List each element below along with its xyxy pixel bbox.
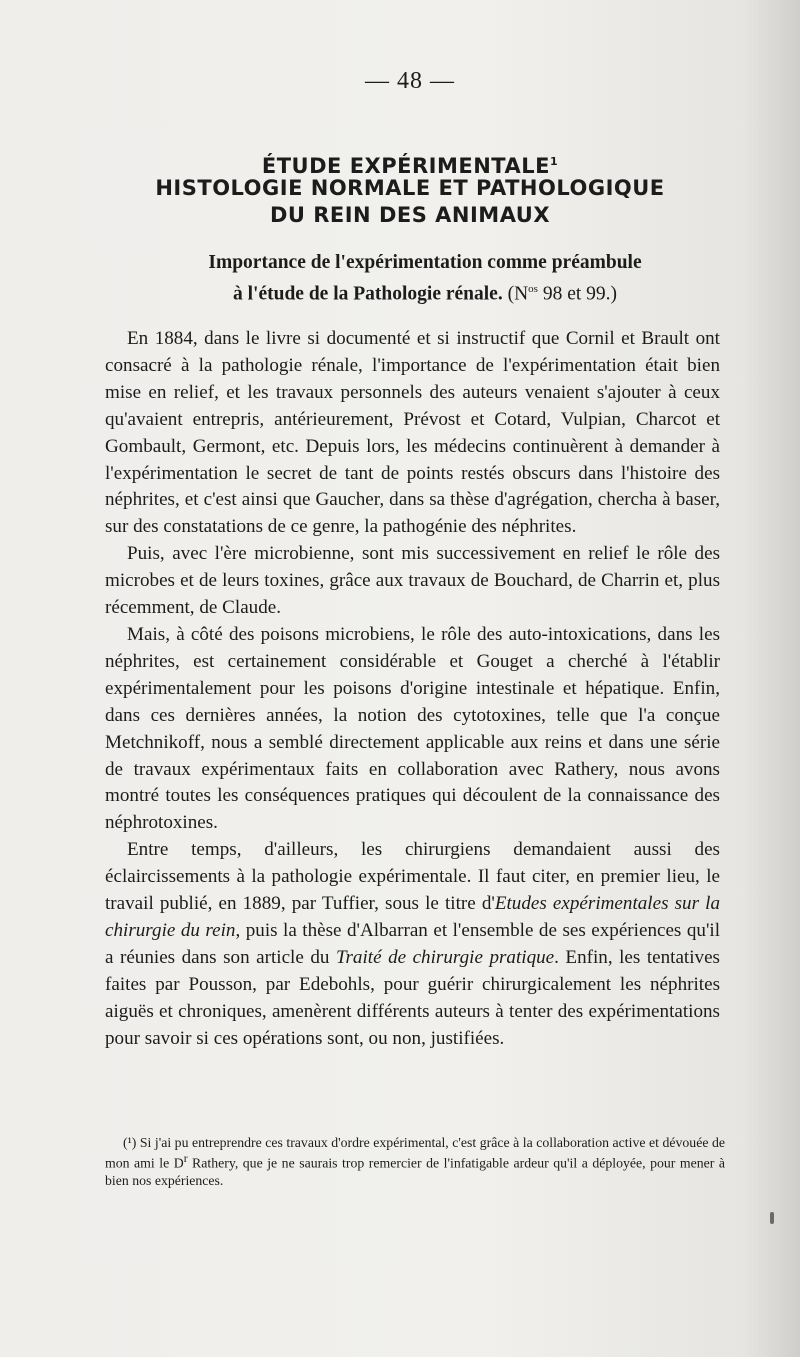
section-title-line-1 bbox=[160, 249, 690, 276]
section-ref-open: (N bbox=[507, 283, 529, 305]
paragraph: Mais, à côté des poisons microbiens, le rôle des auto-intoxications, dans les néphrites, est certainement considérable et Gouget a cherché à l'établir expérimentalement pour les poisons d'origine intestinale et hépatique. Enfin, dans ces dernières années, la notion des cytotoxines, telle que l'a conçue Metchnikoff, nous a semblé directement applicable aux reins et dans une série de travaux expérimentaux faits en collaboration avec Rathery, nous avons montré toutes les conséquences pratiques qui découlent de la connaissance des néphrotoxines. bbox=[105, 623, 720, 834]
section-ref-rest: 98 et 99.) bbox=[537, 283, 618, 305]
section-title-text: Importance de l'expérimentation comme préambule bbox=[208, 252, 642, 273]
chapter-title-text: ÉTUDE EXPÉRIMENTALE bbox=[261, 154, 550, 178]
body-text bbox=[105, 326, 720, 1052]
italic-title: Traité de chirurgie pratique bbox=[335, 946, 555, 968]
footnote-text: Rathery, que je ne saurais trop remercier de l'infatigable ardeur qu'il a déployée, pour mener à bien nos expériences. bbox=[105, 1155, 725, 1188]
section-title-line-2 bbox=[160, 276, 690, 308]
paragraph-text: , puis la thèse d'Albarran et l'ensemble de ses expériences qu'il a réunies dans son article du bbox=[105, 919, 720, 968]
italic-title: Etudes expérimentales sur la chirurgie du rein bbox=[105, 893, 720, 941]
paragraph-text: Entre temps, d'ailleurs, les chirurgiens demandaient aussi des éclaircissements à la pathologie expérimentale. Il faut citer, en premier lieu, le travail publié, en 1889, par Tuffier, sous le titre d' bbox=[105, 839, 720, 915]
page-number: — 48 — bbox=[365, 68, 455, 94]
chapter-subtitle-line-2: DU REIN DES ANIMAUX bbox=[269, 203, 551, 227]
paragraph bbox=[105, 837, 720, 1052]
footnote bbox=[105, 1134, 725, 1189]
paragraph: En 1884, dans le livre si documenté et si instructif que Cornil et Brault ont consacré à la pathologie rénale, l'importance de l'expérimentation était bien mise en relief, et les travaux personnels des auteurs venaient s'ajouter à ceux qu'avaient entrepris, antérieurement, Prévost et Cotard, Vulpian, Charcot et Gombault, Germont, etc. Depuis lors, les médecins continuèrent à demander à l'expérimentation le secret de tant de points restés obscurs dans l'histoire des néphrites, et c'est ainsi que Gaucher, dans sa thèse d'agrégation, chercha à baser, sur des constatations de ce genre, la pathogénie des néphrites. bbox=[105, 328, 720, 538]
footnote-number: (¹) bbox=[123, 1135, 137, 1150]
section-title-bold: à l'étude de la Pathologie rénale. bbox=[232, 283, 503, 305]
section-ref-sup: os bbox=[528, 283, 538, 295]
paragraph: Puis, avec l'ère microbienne, sont mis successivement en relief le rôle des microbes et de leurs toxines, grâce aux travaux de Bouchard, de Charrin et, plus récemment, de Claude. bbox=[105, 543, 720, 619]
paragraph-text: . Enfin, les tentatives faites par Pousson, par Edebohls, pour guérir chirurgicalement les néphrites aiguës et chroniques, amenèrent différents auteurs à tenter des expérimentations pour savoir si ces opérations sont, ou non, justifiées. bbox=[105, 946, 720, 1049]
footnote-text: Si j'ai pu entreprendre ces travaux d'ordre expérimental, c'est grâce à la collaboration active et dévouée de mon ami le D bbox=[105, 1135, 725, 1171]
footnote-title-sup: r bbox=[183, 1153, 188, 1165]
ink-speck bbox=[770, 1212, 774, 1224]
chapter-subtitle-line-1: HISTOLOGIE NORMALE ET PATHOLOGIQUE bbox=[155, 176, 665, 200]
footnote-marker: 1 bbox=[549, 155, 559, 168]
footnote-paragraph bbox=[105, 1134, 725, 1189]
